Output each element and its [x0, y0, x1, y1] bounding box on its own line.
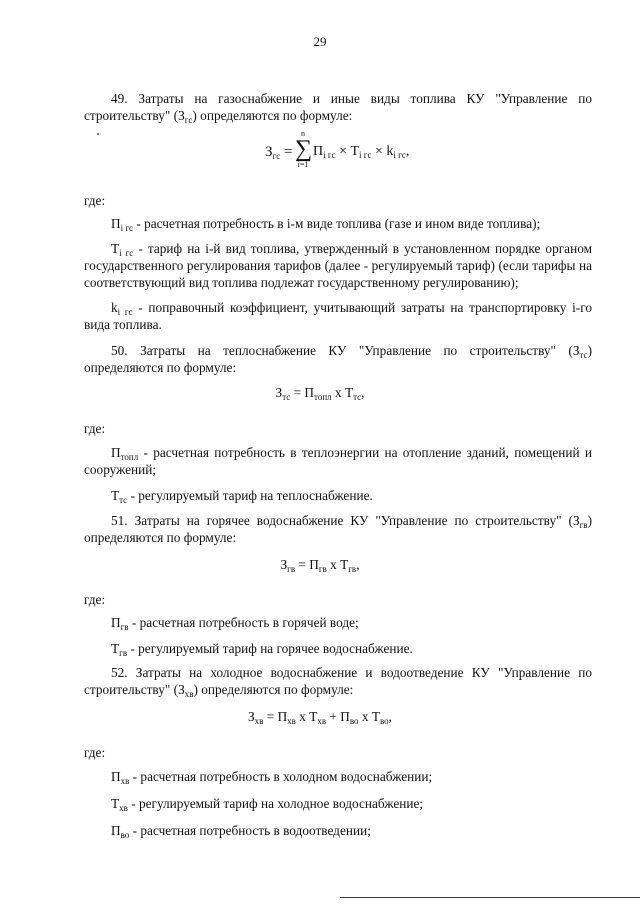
paragraph-49: 49. Затраты на газоснабжение и иные виды топлива КУ "Управление по строительству" $(З_{гс})$ определяются по формуле:	[84, 91, 592, 125]
formula-49-rhs: $П_{i гс} \times Т_{i гс} \times k_{i гс}$,	[313, 144, 410, 160]
where-label-50: где:	[84, 421, 106, 436]
where-label-52: где:	[84, 745, 106, 760]
definition-t-hv: $Т_{хв}$ - регулируемый тариф на холодное водоснабжение;	[111, 796, 424, 813]
definition-k-i-gs-line2: вида топлива.	[84, 317, 162, 332]
formula-51: $З_{гв} = П_{гв}$ х $Т_{гв}$,	[280, 557, 360, 574]
formula-52: $З_{хв} = П_{хв}$ х $Т_{хв} + П_{во}$ х $Т_{во}$,	[248, 709, 392, 726]
summation-symbol: n ∑ i=1	[295, 129, 313, 169]
where-label-49: где:	[84, 193, 106, 208]
definition-p-hv: $П_{хв}$ - расчетная потребность в холодном водоснабжении;	[111, 769, 433, 786]
definition-t-i-gs-line3: соответствующий вид топлива подлежат государственному регулированию);	[84, 275, 519, 290]
definition-t-i-gs-line2: государственного регулирования тарифов (далее - регулируемый тариф) (если тарифы на	[84, 258, 592, 273]
definition-t-gv: $Т_{гв}$ - регулируемый тариф на горячее водоснабжение.	[111, 641, 413, 658]
definition-p-gv: $П_{гв}$ - расчетная потребность в горячей воде;	[111, 615, 359, 632]
definition-k-i-gs-line1: $k_{i гс}$ - поправочный коэффициент, учитывающий затраты на транспортировку i-го	[111, 300, 592, 317]
paragraph-51-line2: определяются по формуле:	[84, 530, 237, 545]
definition-t-ts: $Т_{тс}$ - регулируемый тариф на теплоснабжение.	[111, 488, 373, 505]
formula-49-lhs: $З_{гс}$ =	[265, 144, 293, 161]
definition-p-topl-line1: $П_{топл}$ - расчетная потребность в теплоэнергии на отопление зданий, помещений и	[111, 445, 592, 462]
bottom-rule	[340, 897, 640, 898]
definition-t-i-gs-line1: $Т_{i гс}$ - тариф на i-й вид топлива, утвержденный в установленном порядке органом	[111, 241, 593, 258]
paragraph-50-line1: 50. Затраты на теплоснабжение КУ "Управление по строительству" $(З_{тс})$	[111, 343, 592, 360]
definition-p-i-gs: $П_{i гс}$ - расчетная потребность в i-м виде топлива (газе и ином виде топлива);	[111, 216, 541, 233]
where-label-51: где:	[84, 592, 106, 607]
paragraph-52: 52. Затраты на холодное водоснабжение и водоотведение КУ "Управление по строительству" $(З_{хв})$ определяются по формуле:	[84, 665, 592, 699]
paragraph-51-line1: 51. Затраты на горячее водоснабжение КУ "Управление по строительству" $(З_{гв})$	[111, 513, 592, 530]
definition-p-vo: $П_{во}$ - расчетная потребность в водоотведении;	[111, 823, 371, 840]
page-number: 29	[313, 34, 327, 49]
scan-speck	[97, 133, 99, 135]
definition-p-topl-line2: сооружений;	[84, 462, 157, 477]
paragraph-50-line2: определяются по формуле:	[84, 360, 237, 375]
formula-50: $З_{тс} = П_{топл}$ х $Т_{тс}$,	[275, 385, 365, 402]
